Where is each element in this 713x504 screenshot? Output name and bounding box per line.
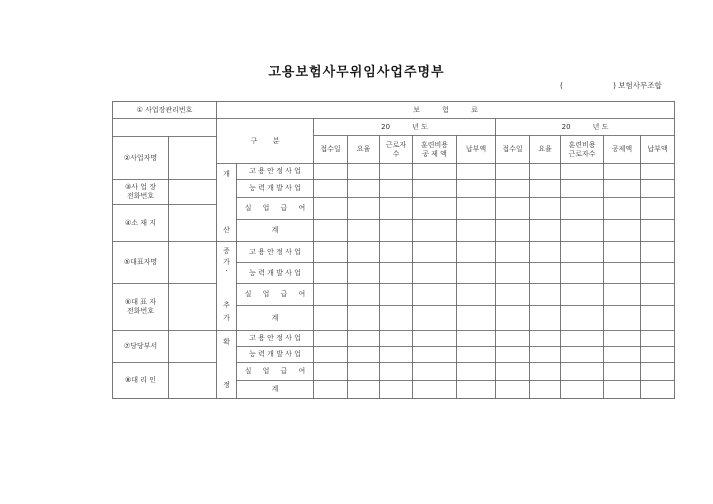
col-workers-1: 근로자 수 [385, 140, 407, 158]
representative-phone-label: ⑥대 표 자 전화번호 [124, 298, 156, 315]
col-payment-2: 납부액 [647, 145, 668, 153]
second-year-header: 20 년 도 [561, 122, 609, 131]
col-rate-2: 요율 [538, 145, 552, 153]
program-total: 계 [271, 385, 279, 393]
group-confirmed-char-1: 확 [223, 337, 230, 346]
col-payment-1: 납부액 [465, 145, 487, 153]
group-additional-char-1: 증 [223, 247, 230, 255]
business-phone-label: ③사 업 장 전화번호 [124, 183, 156, 200]
agent-label: ⑧대 리 인 [124, 376, 156, 384]
program-employment-stability: 고 용 안 정 사 업 [249, 334, 301, 342]
group-confirmed-char-2: 정 [223, 380, 230, 389]
group-additional-char-4: 추 [223, 301, 230, 309]
group-estimate-char-2: 산 [223, 225, 230, 234]
group-estimate-char-1: 개 [223, 169, 230, 178]
representative-name-label: ⑤대표자명 [123, 258, 158, 266]
program-employment-stability: 고 용 안 정 사 업 [249, 167, 301, 175]
close-paren: ) [612, 81, 616, 90]
col-deduction-2: 공제액 [611, 145, 633, 153]
document-title: 고용보험사무위임사업주명부 [268, 65, 445, 80]
program-unemployment-benefit: 실 업 급 여 [244, 204, 306, 212]
group-additional-char-5: 가 [223, 314, 230, 322]
first-year-header: 20 년 도 [381, 122, 428, 131]
program-total: 계 [271, 313, 279, 322]
category-header: 구 분 [250, 136, 280, 145]
col-rate-1: 요율 [356, 145, 371, 153]
program-skill-development: 능 력 개 발 사 업 [249, 350, 301, 358]
org-label: 보험사무조합 [618, 81, 662, 90]
open-paren: ( [560, 81, 563, 90]
business-management-number-label: ① 사업장관리번호 [136, 105, 193, 114]
col-receipt-date-2: 접수일 [502, 145, 523, 153]
insurance-premium-header: 보 험 료 [413, 105, 478, 114]
group-additional-char-3: · [225, 267, 228, 275]
group-additional-char-2: 가 [223, 258, 230, 266]
business-name-label: ②사업자명 [123, 153, 158, 162]
program-total: 계 [271, 226, 279, 234]
program-unemployment-benefit: 실 업 급 여 [244, 367, 306, 375]
location-label: ④소 재 지 [124, 218, 156, 227]
program-employment-stability: 고 용 안 정 사 업 [249, 247, 301, 256]
program-skill-development: 능 력 개 발 사 업 [249, 184, 301, 192]
department-label: ⑦당당부서 [123, 342, 158, 350]
col-receipt-date-1: 접수일 [320, 145, 341, 153]
col-training-deduction-1: 훈련비용 공 제 액 [420, 140, 449, 158]
program-unemployment-benefit: 실 업 급 여 [244, 290, 306, 298]
col-training-workers-2: 훈련비용 근로자수 [568, 140, 596, 158]
program-skill-development: 능 력 개 발 사 업 [249, 268, 301, 277]
